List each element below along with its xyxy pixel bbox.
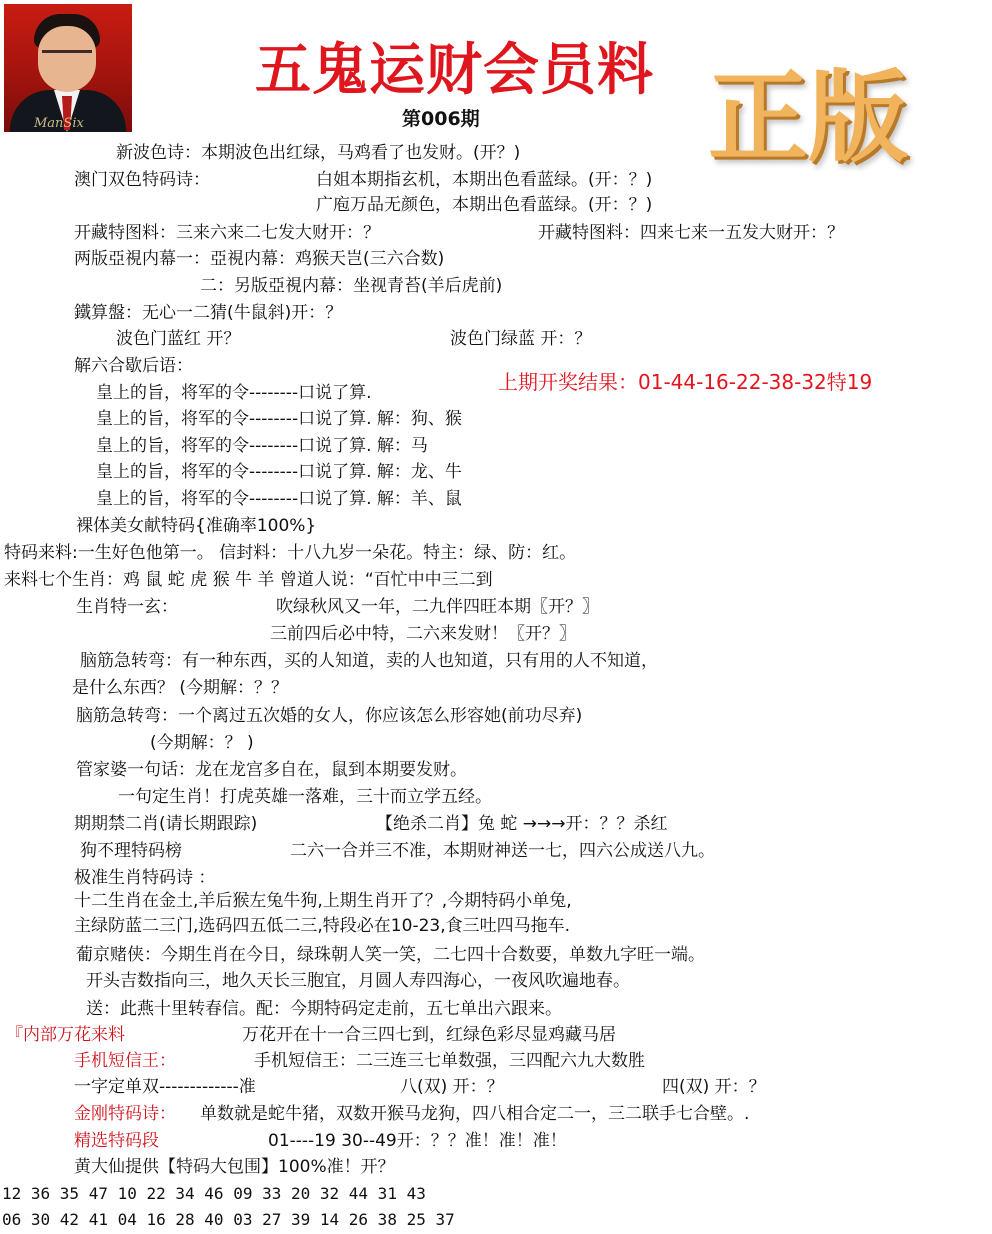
- wong-tai-sin-line: 黄大仙提供【特码大包围】100%准！开？: [74, 1157, 395, 1177]
- last-draw-result: 上期开奖结果：01-44-16-22-38-32特19: [498, 370, 873, 394]
- macau-color-poem-label: 澳门双色特码诗：: [74, 170, 210, 190]
- sms-king-label: 手机短信王：: [74, 1051, 176, 1071]
- wave-green-blue: 波色门绿蓝 开：？: [450, 329, 592, 349]
- wave-color-poem: 新波色诗：本期波色出红绿，马鸡看了也发财。(开？): [116, 143, 521, 163]
- banned-two-label: 期期禁二肖(请长期跟踪): [74, 814, 258, 834]
- riddle-line: 皇上的旨，将军的令--------口说了算.: [96, 383, 372, 403]
- send-and-match: 送：此燕十里转春信。配：今期特码定走前，五七单出六跟来。: [86, 999, 562, 1019]
- sms-king-value: 手机短信王：二三连三七单数强，三四配六九大数胜: [254, 1051, 645, 1071]
- goubuli-label: 狗不理特码榜: [80, 841, 182, 861]
- one-line-zodiac: 一句定生肖！打虎英雄一落难，三十而立学五经。: [118, 787, 492, 807]
- number-list-1: 12 36 35 47 10 22 34 46 09 33 20 32 44 31 43: [2, 1184, 426, 1203]
- portrait-photo: [4, 4, 132, 132]
- atv-insider-2: 二：另版亞視内幕：坐视青苔(羊后虎前): [200, 276, 503, 296]
- macau-gambler-line-1: 葡京赌侠：今期生肖在今日，绿珠朝人笑一笑，二七四十合数要，单数九字旺一端。: [76, 945, 705, 965]
- brain-teaser-2-answer: (今期解：？ ): [150, 733, 254, 753]
- iron-abacus: 鐵算盤：无心一二猜(牛鼠斜)开：？: [74, 303, 343, 323]
- selected-range-label: 精选特码段: [74, 1131, 159, 1151]
- odd-even-label: 一字定单双-------------准: [74, 1077, 256, 1097]
- zodiac-poem-line-2: 主绿防蓝二三门,选码四五低二三,特段必在10-23,食三吐四马拖车.: [74, 916, 571, 936]
- brain-teaser-2: 脑筋急转弯：一个离过五次婚的女人，你应该怎么形容她(前功尽弃): [76, 706, 583, 726]
- odd-even-eight: 八(双) 开：？: [400, 1077, 504, 1097]
- macau-color-poem-line-2: 广庖万品无颜色，本期出色看蓝绿。(开：？): [316, 195, 653, 215]
- macau-gambler-line-2: 开头吉数指向三，地久天长三胞宜，月圆人寿四海心，一夜风吹遍地春。: [86, 971, 630, 991]
- issue-number: 第006期: [402, 108, 480, 130]
- banned-two-value: 【绝杀二肖】兔 蛇 →→→开：？？杀红: [376, 814, 668, 834]
- odd-even-four: 四(双) 开：？: [662, 1077, 766, 1097]
- photo-signature: ManSix: [34, 116, 84, 131]
- atv-insider-1: 两版亞視内幕一：亞視内幕：鸡猴天岂(三六合数): [74, 249, 445, 269]
- zodiac-poem-line-1: 十二生肖在金土,羊后猴左兔牛狗,上期生肖开了？,今期特码小单兔,: [74, 891, 572, 911]
- riddle-line: 皇上的旨，将军的令--------口说了算. 解：羊、鼠: [96, 489, 462, 509]
- seven-zodiac-line: 来料七个生肖：鸡 鼠 蛇 虎 猴 牛 羊 曾道人说：“百忙中中三二到: [4, 570, 493, 590]
- wave-blue-red: 波色门蓝红 开？: [116, 329, 241, 349]
- diamond-poem-value: 单数就是蛇牛猪，双数开猴马龙狗，四八相合定二一，三二联手七合壁。.: [200, 1104, 750, 1124]
- zodiac-mystery-label: 生肖特一玄：: [76, 597, 178, 617]
- zodiac-poem-heading: 极准生肖特码诗 ：: [74, 868, 216, 888]
- special-code-heading: 裸体美女献特码{准确率100%}: [76, 516, 317, 536]
- housekeeper-saying: 管家婆一句话：龙在龙宫多自在，鼠到本期要发财。: [76, 760, 467, 780]
- hidden-picture-2: 开藏特图料：四来七来一五发大财开：？: [538, 223, 844, 243]
- inner-flower-label: 『内部万花来料: [6, 1025, 125, 1045]
- authentic-badge: 正版: [708, 58, 908, 176]
- brain-teaser-1: 脑筋急转弯：有一种东西，买的人知道，卖的人也知道，只有用的人不知道，: [80, 651, 658, 671]
- page-title: 五鬼运财会员料: [255, 37, 654, 103]
- selected-range-value: 01----19 30--49开：？？准！准！准！: [268, 1131, 567, 1151]
- inner-flower-value: 万花开在十一合三四七到，红绿色彩尽显鸡藏马居: [242, 1025, 616, 1045]
- macau-color-poem-line-1: 白姐本期指玄机，本期出色看蓝绿。(开：？): [316, 170, 653, 190]
- riddle-line: 皇上的旨，将军的令--------口说了算. 解：狗、猴: [96, 409, 462, 429]
- brain-teaser-1-answer: 是什么东西？ (今期解：？？: [72, 678, 289, 698]
- goubuli-value: 二六一合并三不准，本期财神送一七，四六公成送八九。: [290, 841, 715, 861]
- diamond-poem-label: 金刚特码诗：: [74, 1104, 176, 1124]
- special-code-source: 特码来料:一生好色他第一。 信封料：十八九岁一朵花。特主：绿、防：红。: [4, 543, 577, 563]
- riddle-line: 皇上的旨，将军的令--------口说了算. 解：龙、牛: [96, 462, 462, 482]
- zodiac-mystery-line-2: 三前四后必中特，二六来发财！〖开？〗: [270, 624, 576, 644]
- riddle-heading: 解六合歇后语：: [74, 356, 193, 376]
- hidden-picture-1: 开藏特图料：三来六来二七发大财开：？: [74, 223, 380, 243]
- riddle-line: 皇上的旨，将军的令--------口说了算. 解：马: [96, 436, 428, 456]
- zodiac-mystery-line-1: 吹绿秋风又一年，二九伴四旺本期〖开？〗: [276, 597, 599, 617]
- number-list-2: 06 30 42 41 04 16 28 40 03 27 39 14 26 38 25 37: [2, 1210, 455, 1229]
